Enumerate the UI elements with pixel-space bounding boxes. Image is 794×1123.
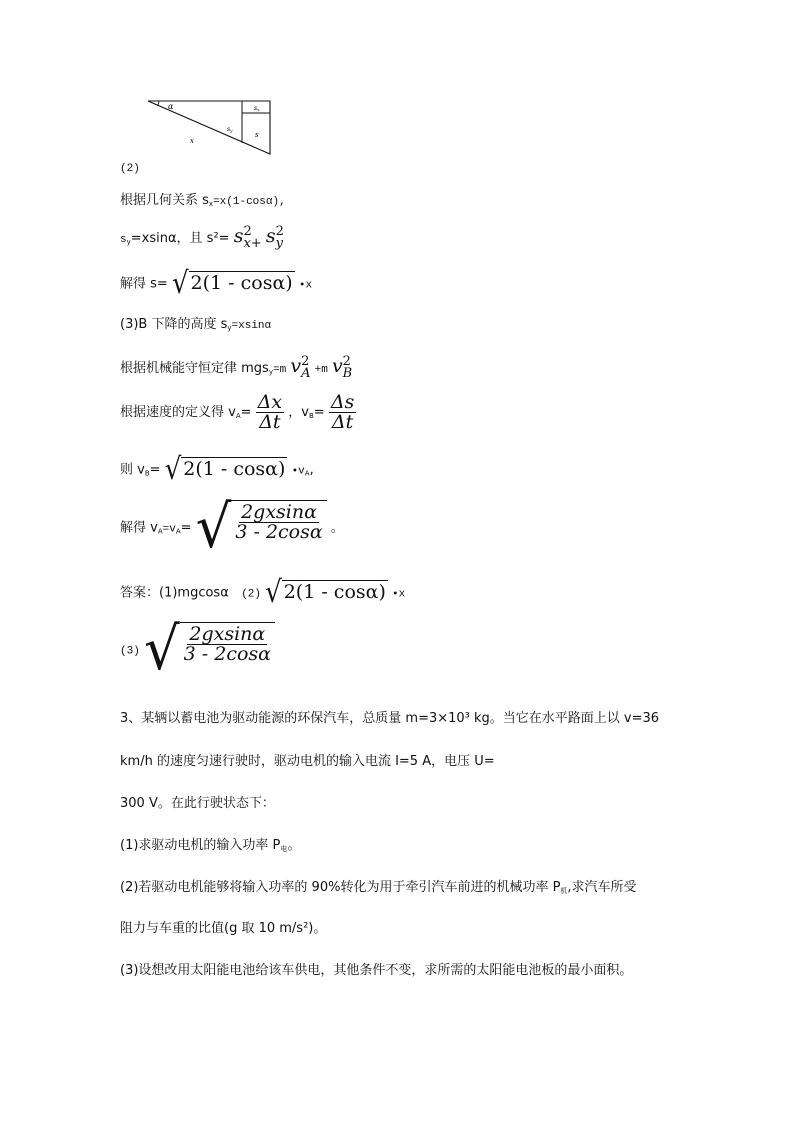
s-label: s	[255, 131, 259, 139]
sx-squared: s	[233, 224, 244, 247]
sqrt-fraction: √ $\frac{2gxsin\alpha}{3 - 2\cos\alpha}$	[144, 622, 275, 678]
geometry-relation-line: 根据几何关系 $s_x=x(1-\cos\alpha)$,	[120, 193, 286, 208]
question2-line2: 阻力与车重的比值(g 取 10 m/s²)。	[120, 921, 327, 936]
problem3-line2: km/h 的速度匀速行驶时，驱动电机的输入电流 I=5 A，电压 U=	[120, 754, 495, 769]
triangle-figure	[145, 94, 275, 158]
solve-va-line: 解得 $v_A=v_A=$ √ $\frac{2gxsin\alpha}{3 - 2\cos\alpha}$ 。	[120, 493, 344, 562]
alpha-label: α	[168, 102, 174, 111]
sqrt-expression: √ 2(1 - cosα)	[164, 452, 286, 488]
answer3-line: (3) √ $\frac{2gxsin\alpha}{3 - 2\cos\alpha}$	[120, 622, 275, 678]
sqrt-expression: √ 2(1 - cosα)	[171, 266, 293, 302]
problem3-line3: 300 V。在此行驶状态下：	[120, 796, 275, 811]
speed-definition-line: 根据速度的定义得 $v_A=$ $\frac{\Delta x}{\Delta t}$ ，$v_B=$ $\frac{\Delta s}{\Delta t}$	[120, 391, 355, 433]
sx-label: sx	[254, 105, 260, 112]
sqrt-expression: √ 2(1 - cosα)	[265, 575, 386, 611]
question1-line: (1)求驱动电机的输入功率 $P_电$。	[120, 838, 301, 853]
triangle-outline	[148, 101, 270, 154]
sy-squared: s	[265, 224, 276, 247]
problem3-line1: 3、某辆以蓄电池为驱动能源的环保汽车，总质量 m=3×10³ kg。当它在水平路面上以 v=36	[120, 711, 660, 726]
fraction-ds-dt: $\frac{\Delta s}{\Delta t}$	[330, 391, 355, 433]
part3-height-line: (3)B 下降的高度 $s_y=xsin\alpha$	[120, 317, 272, 332]
energy-conservation-line: 根据机械能守恒定律 mgs$_y$=m v 2 A +m v 2 B	[120, 354, 353, 382]
then-vb-line: 则 $v_B=$ √ 2(1 - cosα) $•v_A$,	[120, 452, 314, 488]
solve-s-line: 解得 s= √ 2(1 - cosα) •x	[120, 266, 313, 302]
x-label: x	[190, 137, 194, 145]
question3-line: (3)设想改用太阳能电池给该车供电，其他条件不变，求所需的太阳能电池板的最小面积。	[120, 963, 633, 978]
answer-line: 答案：(1)mgcosα (2) √ 2(1 - cosα) •x	[120, 575, 406, 611]
sy-relation-line: $s_y=xsin\alpha$，且 s²= s 2 x+ s 2 y	[120, 224, 284, 252]
question2-line1: (2)若驱动电机能够将输入功率的 90%转化为用于牵引汽车前进的机械功率 $P_机$,求汽车所受	[120, 880, 637, 895]
label-2: (2)	[120, 163, 140, 175]
sy-label: sy	[227, 126, 233, 133]
sqrt-fraction: √ $\frac{2gxsin\alpha}{3 - 2\cos\alpha}$	[196, 500, 327, 556]
fraction-dx-dt: $\frac{\Delta x}{\Delta t}$	[257, 391, 283, 433]
